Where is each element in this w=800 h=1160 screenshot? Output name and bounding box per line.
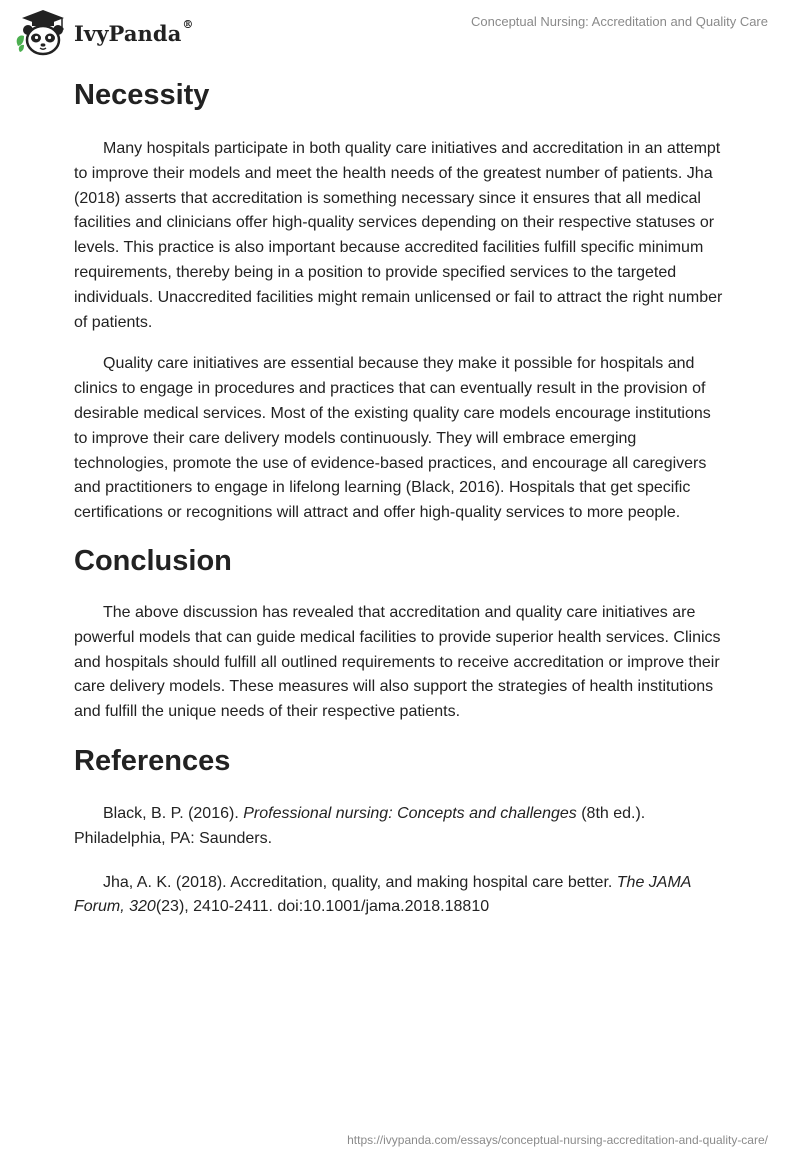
panda-graduation-cap-icon	[14, 8, 72, 56]
brand-name: IvyPanda®	[74, 17, 194, 46]
document-title: Conceptual Nursing: Accreditation and Quality Care	[471, 14, 768, 29]
reference-entry	[74, 871, 728, 921]
reference-entry	[74, 802, 728, 852]
reference-text: (23), 2410-2411. doi:10.1001/jama.2018.18810	[155, 898, 490, 916]
reference-text: Black, B. P. (2016).	[103, 804, 244, 822]
paragraph: Quality care initiatives are essential because they make it possible for hospitals and clinics to engage in procedures and practices that can eventually result in the provision of desirable medical services. Most of the existing quality care models encourage institutions to improve their care delivery models continuously. They will embrace emerging technologies, promote the use of evidence-based practices, and encourage all caregivers and practitioners to engage in lifelong learning (Black, 2016). Hospitals that get specific certifications or recognitions will attract and offer high-quality services to more people.	[74, 355, 711, 522]
source-url[interactable]: https://ivypanda.com/essays/conceptual-nursing-accreditation-and-quality-care/	[347, 1133, 768, 1147]
registered-mark: ®	[182, 17, 194, 31]
paragraph: Many hospitals participate in both quality care initiatives and accreditation in an attempt to improve their models and meet the health needs of the greatest number of patients. Jha (2018) asserts that accreditation is something necessary since it ensures that all medical facilities and clinicians offer high-quality services depending on their respective statuses or levels. This practice is also important because accredited facilities fulfill specific minimum requirements, thereby being in a position to provide specified services to the targeted individuals. Unaccredited facilities might remain unlicensed or fail to attract the right number of patients.	[74, 140, 723, 331]
section-heading-conclusion: Conclusion	[74, 544, 232, 577]
section-heading-necessity: Necessity	[74, 79, 210, 111]
reference-text: Jha, A. K. (2018). Accreditation, quality, and making hospital care better.	[103, 873, 617, 891]
ivypanda-logo[interactable]	[14, 8, 194, 56]
essay-content	[74, 70, 728, 920]
paragraph: The above discussion has revealed that accreditation and quality care initiatives are powerful models that can guide medical facilities to provide superior health services. Clinics and hospitals should fulfill all outlined requirements to receive accreditation or improve their care delivery models. These measures will also support the strategies of health institutions and fulfill the unique needs of their respective patients.	[74, 603, 721, 721]
reference-title: The JAMA Forum, 320	[74, 873, 691, 916]
page-header	[0, 0, 800, 60]
reference-title: Professional nursing: Concepts and challenges	[243, 804, 577, 822]
reference-text: (8th ed.). Philadelphia, PA: Saunders.	[74, 804, 646, 847]
section-heading-references: References	[74, 744, 231, 777]
